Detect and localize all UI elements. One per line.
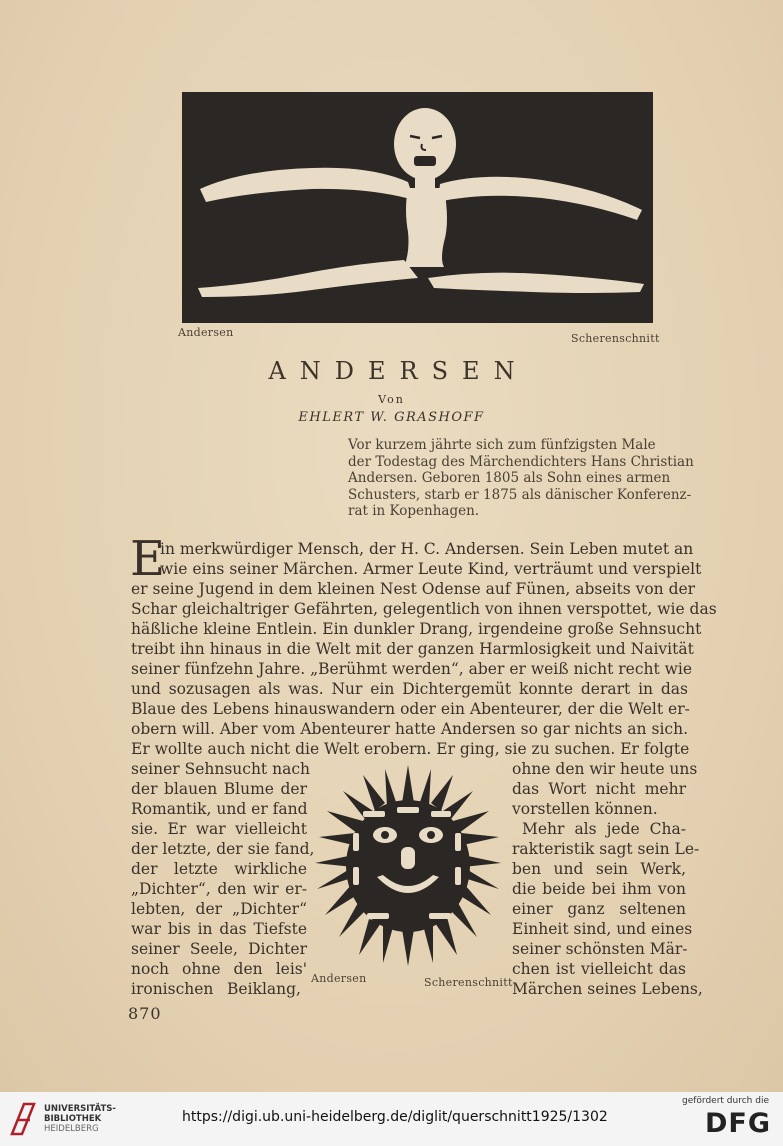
left-column-line: seiner Sehnsucht nach	[131, 760, 310, 778]
body-line: Blaue des Lebens hinauswandern oder ein Abenteurer, der die Welt er-	[131, 700, 690, 718]
left-column-line: sie. Er war vielleicht	[131, 820, 307, 838]
drop-cap: E	[130, 531, 166, 587]
right-column-line: einer ganz seltenen	[512, 900, 686, 918]
right-column-line: Märchen seines Lebens,	[512, 980, 703, 998]
right-column-line: vorstellen können.	[512, 800, 658, 818]
body-line: seiner fünfzehn Jahre. „Berühmt werden“, aber er weiß nicht recht wie	[131, 660, 693, 678]
body-line: obern will. Aber vom Abenteurer hatte Andersen so gar nichts an sich.	[131, 720, 688, 738]
page-number: 870	[128, 1004, 162, 1023]
right-column-line: Mehr als jede Cha-	[522, 820, 686, 838]
right-column-line: chen ist vielleicht das	[512, 960, 686, 978]
body-line: häßliche kleine Entlein. Ein dunkler Drang, irgendeine große Sehnsucht	[131, 620, 702, 638]
intro-line: der Todestag des Märchendichters Hans Christian	[348, 453, 694, 470]
intro-line: rat in Kopenhagen.	[348, 503, 480, 519]
library-name-line: HEIDELBERG	[44, 1124, 99, 1134]
right-column-line: ben und sein Werk,	[512, 860, 686, 878]
article-author: EHLERT W. GRASHOFF	[298, 410, 485, 425]
body-line: und sozusagen als was. Nur ein Dichtergemüt konnte derart in das	[131, 680, 688, 698]
library-name-line: UNIVERSITÄTS-	[44, 1104, 116, 1114]
left-column-line: seiner Seele, Dichter	[131, 940, 307, 958]
left-column-line: der letzte wirkliche	[131, 860, 307, 878]
funding-text: gefördert durch die	[682, 1096, 769, 1106]
library-name-line: BIBLIOTHEK	[44, 1114, 102, 1124]
left-column-line: lebten, der „Dichter“	[131, 900, 307, 918]
left-column-line: „Dichter“, den wir er-	[131, 880, 307, 898]
right-column-line: das Wort nicht mehr	[512, 780, 686, 798]
left-column-line: der letzte, der sie fand,	[131, 840, 315, 858]
university-library-logo-icon	[8, 1100, 38, 1136]
left-column-line: der blauen Blume der	[131, 780, 307, 798]
body-line: wie eins seiner Märchen. Armer Leute Kind, verträumt und verspielt	[160, 560, 702, 578]
intro-line: Vor kurzem jährte sich zum fünfzigsten Male	[348, 437, 656, 453]
intro-paragraph	[348, 437, 696, 520]
andersen-paper-cut-figure	[182, 92, 653, 323]
body-line: in merkwürdiger Mensch, der H. C. Andersen. Sein Leben mutet an	[160, 540, 694, 558]
right-column-line: Einheit sind, und eines	[512, 920, 693, 938]
body-line: Schar gleichaltriger Gefährten, gelegentlich von ihnen verspottet, wie das	[131, 600, 717, 618]
left-column-line: war bis in das Tiefste	[131, 920, 307, 938]
right-column-line: seiner schönsten Mär-	[512, 940, 688, 958]
article-title: ANDERSEN	[268, 357, 529, 385]
figure-caption-left: Andersen	[178, 326, 234, 339]
permalink-url[interactable]: https://digi.ub.uni-heidelberg.de/diglit/querschnitt1925/1302	[182, 1109, 608, 1125]
right-column-line: ohne den wir heute uns	[512, 760, 698, 778]
dfg-logo[interactable]: DFG	[704, 1108, 771, 1139]
library-name[interactable]	[44, 1104, 116, 1134]
sun-face-paper-cut	[313, 763, 503, 968]
byline-von: Von	[378, 393, 405, 406]
left-column-line: ironischen Beiklang,	[131, 980, 301, 998]
left-column-line: Romantik, und er fand	[131, 800, 308, 818]
sun-caption-right: Scherenschnitt	[424, 976, 513, 989]
figure-caption-right: Scherenschnitt	[571, 332, 660, 345]
viewer-footer	[0, 1092, 783, 1146]
left-column-line: noch ohne den leis'	[131, 960, 307, 978]
body-line: Er wollte auch nicht die Welt erobern. Er ging, sie zu suchen. Er folgte	[131, 740, 690, 758]
sun-caption-left: Andersen	[311, 972, 367, 985]
body-line: er seine Jugend in dem kleinen Nest Odense auf Fünen, abseits von der	[131, 580, 696, 598]
right-column-line: die beide bei ihm von	[512, 880, 686, 898]
body-line: treibt ihn hinaus in die Welt mit der ganzen Harmlosigkeit und Naivität	[131, 640, 694, 658]
right-column-line: rakteristik sagt sein Le-	[512, 840, 700, 858]
intro-line: Schusters, starb er 1875 als dänischer Konferenz-	[348, 486, 692, 503]
intro-line: Andersen. Geboren 1805 als Sohn eines armen	[348, 470, 671, 486]
